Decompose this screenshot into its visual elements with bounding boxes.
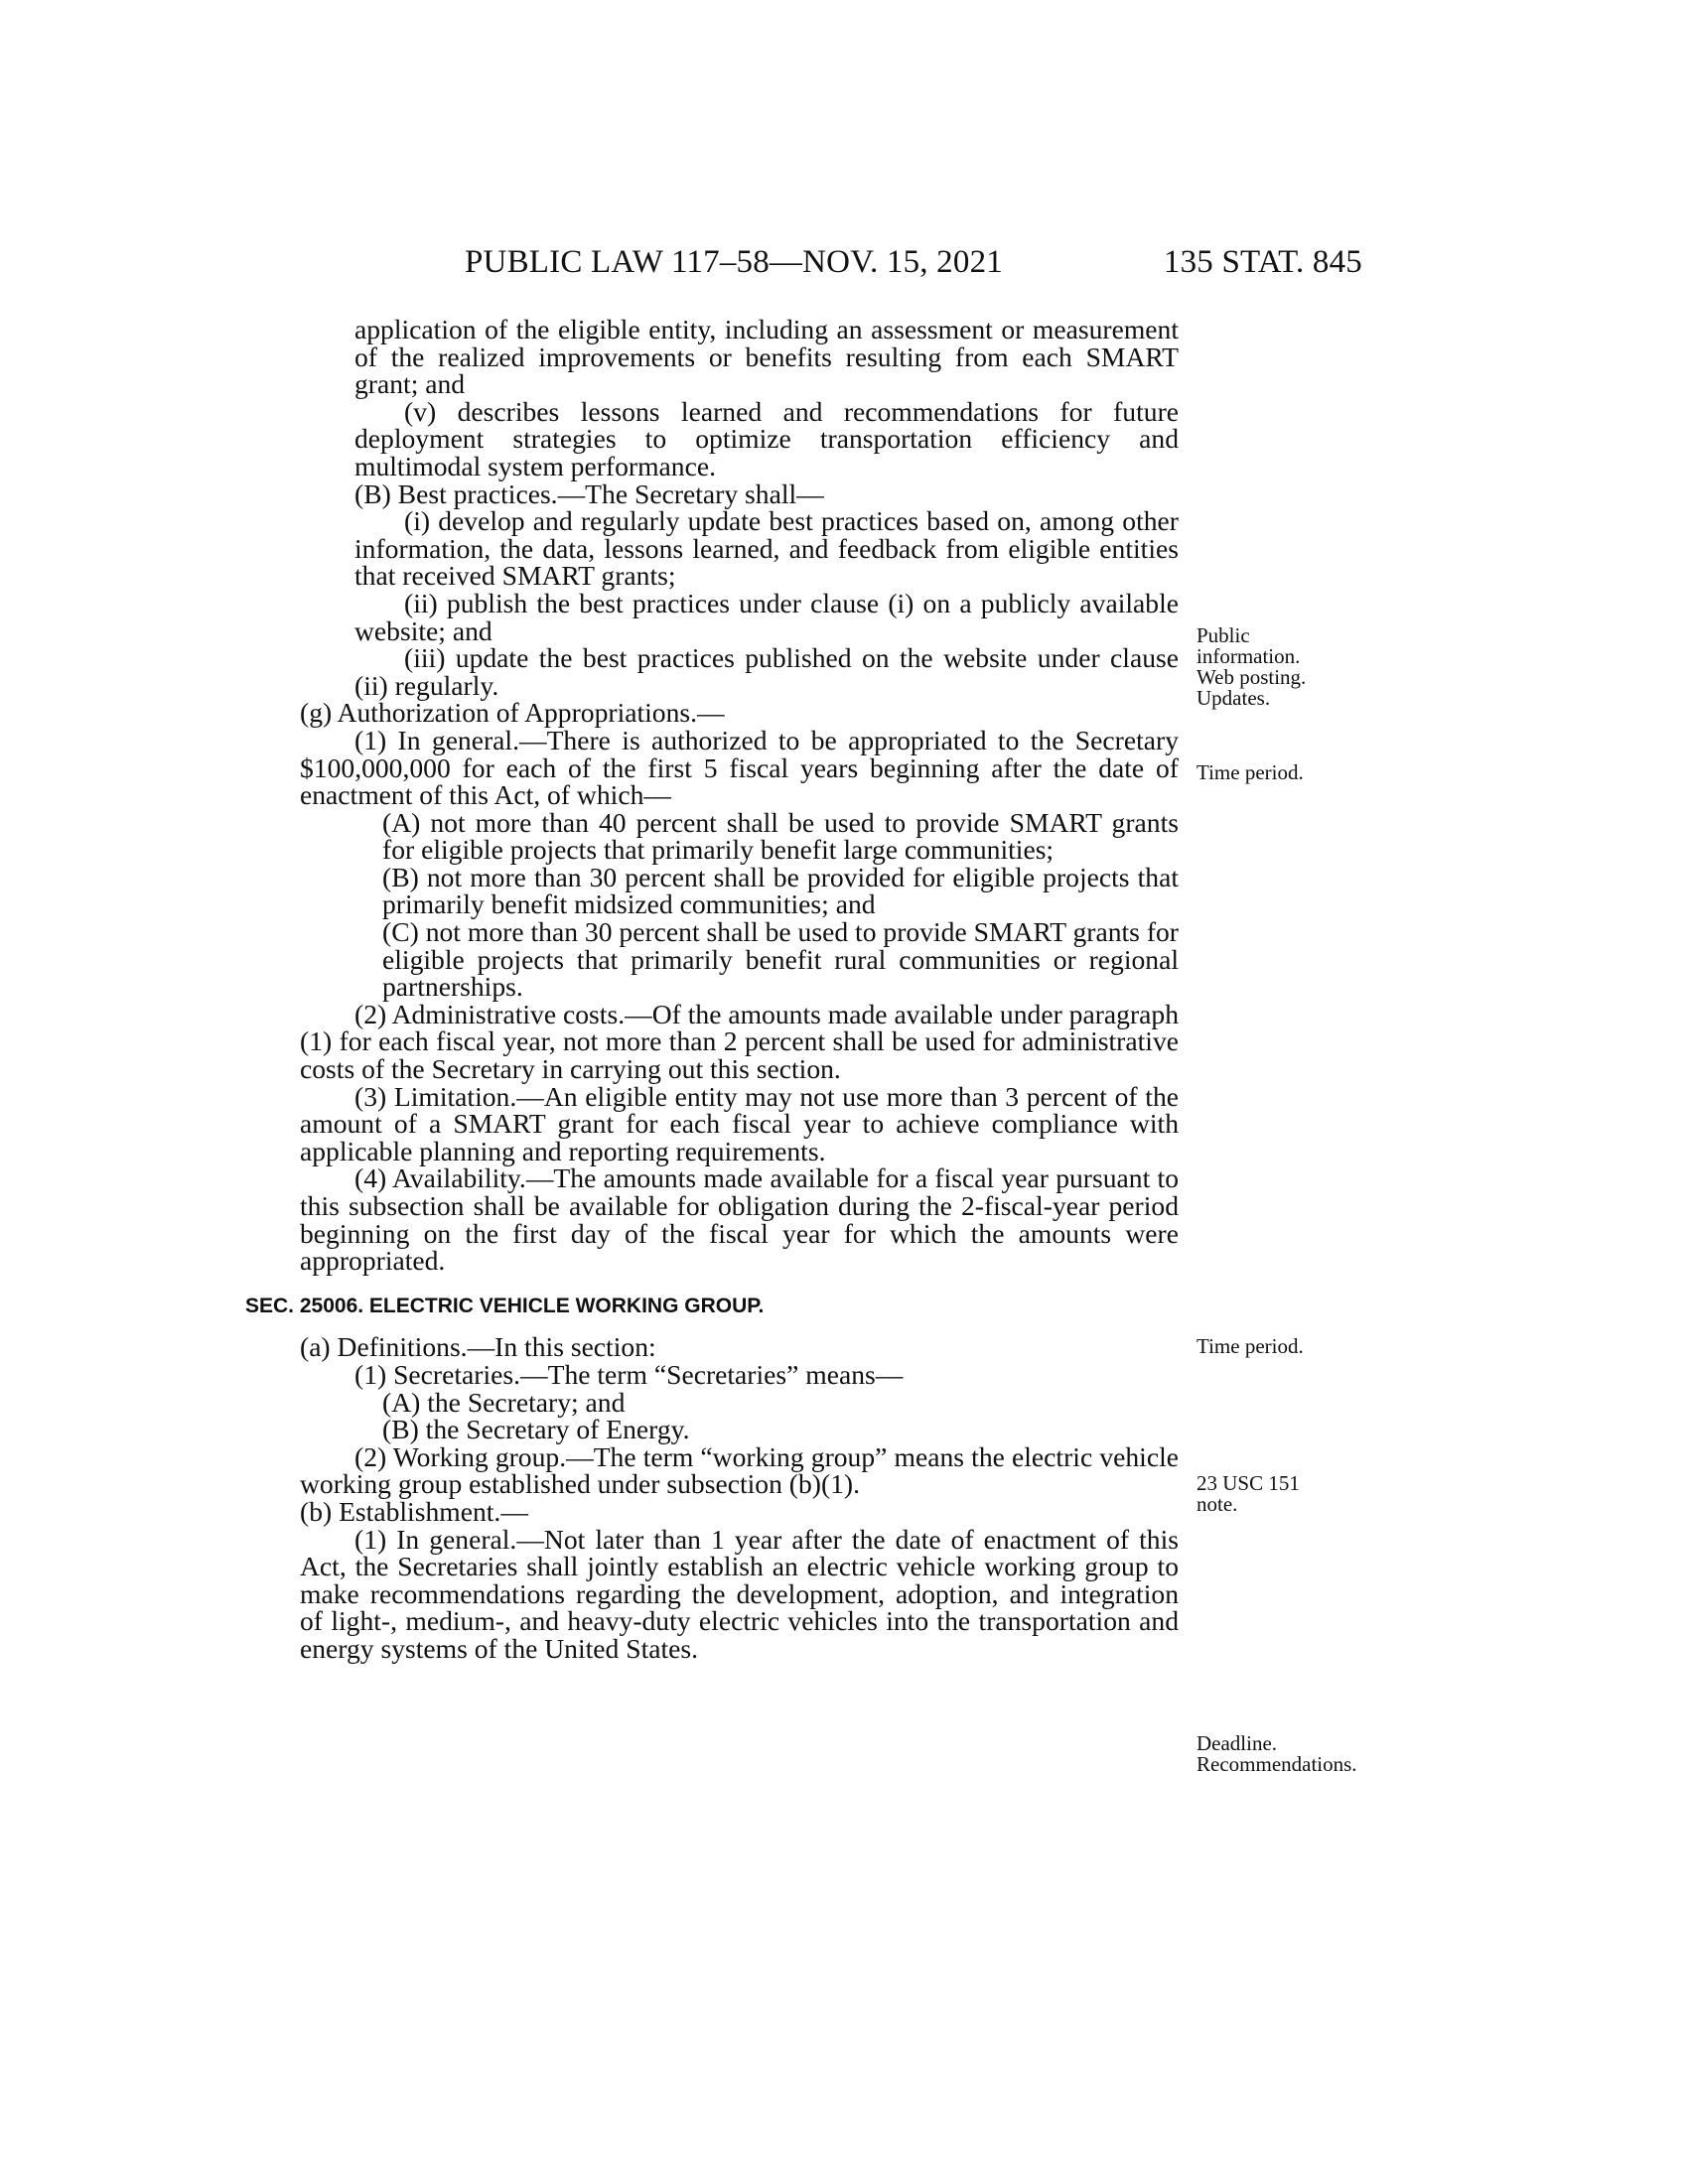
paragraph: (iii) update the best practices published on the website under clause (ii) regularly. [354,642,1179,701]
paragraph: (B) the Secretary of Energy. [382,1414,690,1445]
paragraph: (4) Availability.—The amounts made available for a fiscal year pursuant to this subsection shall be available for obligation during the 2-fiscal-year period beginning on the first day of the fiscal year for which the amounts were appropriated. [300,1162,1179,1277]
paragraph: (g) Authorization of Appropriations.— [300,697,725,729]
paragraph: (1) In general.—There is authorized to be appropriated to the Secretary $100,000,000 for each of the first 5 fiscal years beginning after the date of enactment of this Act, of which— [300,724,1179,811]
margin-note: Time period. [1196,1334,1304,1358]
paragraph: (A) not more than 40 percent shall be used to provide SMART grants for eligible projects that primarily benefit large communities; [382,806,1179,866]
paragraph: (ii) publish the best practices under clause (i) on a publicly available website; and [354,587,1179,646]
running-header-left: PUBLIC LAW 117–58—NOV. 15, 2021 [465,244,1003,280]
paragraph: (a) Definitions.—In this section: [300,1331,656,1363]
paragraph: (C) not more than 30 percent shall be used to provide SMART grants for eligible projects that primarily benefit rural communities or regional partnerships. [382,916,1179,1003]
paragraph: (A) the Secretary; and [382,1386,626,1418]
paragraph: (b) Establishment.— [300,1495,528,1527]
paragraph: (2) Administrative costs.—Of the amounts made available under paragraph (1) for each fiscal year, not more than 2 percent shall be used for administrative costs of the Secretary in carrying out this section. [300,998,1179,1085]
paragraph: (v) describes lessons learned and recommendations for future deployment strategies to optimize transportation efficiency and multimodal system performance. [354,395,1179,481]
margin-note: Public information. Web posting. Updates. [1196,623,1307,710]
document-body [245,314,1179,1664]
paragraph: (B) Best practices.—The Secretary shall— [354,478,824,509]
margin-note: 23 USC 151 note. [1196,1471,1300,1516]
section-heading: SEC. 25006. ELECTRIC VEHICLE WORKING GROUP. [245,1294,765,1317]
paragraph: application of the eligible entity, including an assessment or measurement of the realized improvements or benefits resulting from each SMART grant; and [354,314,1179,400]
margin-note: Time period. [1196,760,1304,784]
paragraph: (2) Working group.—The term “working group” means the electric vehicle working group established under subsection (b)(1). [300,1440,1179,1500]
paragraph: (1) Secretaries.—The term “Secretaries” means— [354,1358,904,1390]
margin-note: Deadline. Recommendations. [1196,1731,1357,1776]
paragraph: (1) In general.—Not later than 1 year after the date of enactment of this Act, the Secretaries shall jointly establish an electric vehicle working group to make recommendations regarding the development, adoption, and integration of light-, medium-, and heavy-duty electric vehicles into the transportation and energy systems of the United States. [300,1523,1179,1664]
paragraph: (i) develop and regularly update best practices based on, among other information, the data, lessons learned, and feedback from eligible entities that received SMART grants; [354,505,1179,592]
paragraph: (B) not more than 30 percent shall be provided for eligible projects that primarily benefit midsized communities; and [382,861,1179,920]
running-header-page-number: 135 STAT. 845 [1163,244,1362,280]
paragraph: (3) Limitation.—An eligible entity may not use more than 3 percent of the amount of a SMART grant for each fiscal year to achieve compliance with applicable planning and reporting requirements. [300,1080,1179,1166]
